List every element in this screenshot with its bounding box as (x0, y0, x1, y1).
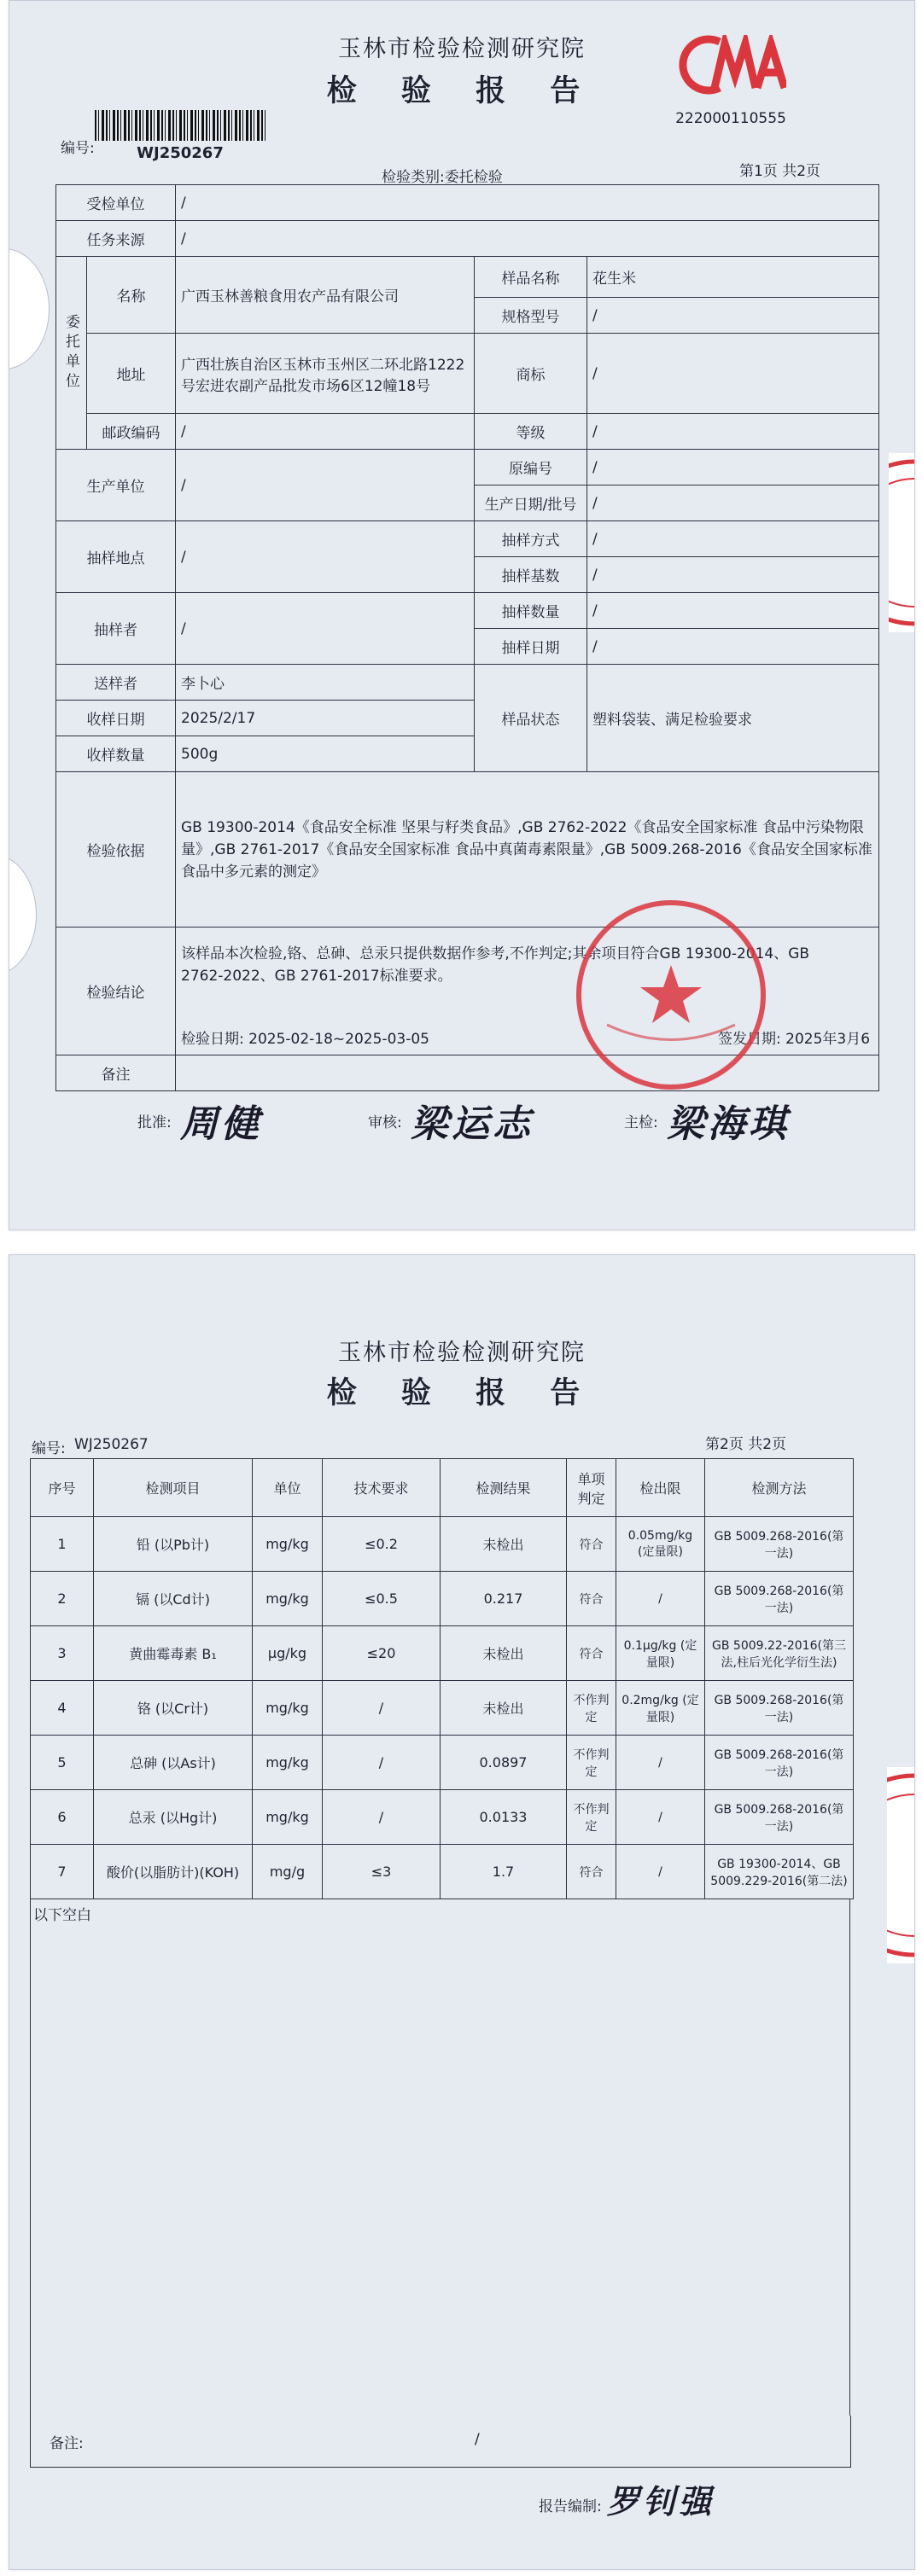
conclusion-cell (176, 927, 879, 1055)
row-item: 总砷 (以As计) (94, 1736, 253, 1790)
row-item: 铅 (以Pb计) (94, 1517, 253, 1572)
label-sampling-method: 抽样方式 (475, 521, 587, 557)
row-requirement: ≤20 (323, 1626, 441, 1681)
value-sampling-qty: / (587, 593, 879, 629)
value-prod-date: / (587, 486, 879, 521)
row-method: GB 5009.268-2016(第一法) (705, 1790, 854, 1845)
row-unit: mg/g (253, 1845, 323, 1899)
inspect-label: 主检: (624, 1114, 658, 1131)
label-remark: 备注 (56, 1055, 176, 1091)
row-no: 1 (31, 1517, 94, 1572)
value-brand: / (587, 334, 879, 414)
row-unit: mg/kg (253, 1517, 323, 1572)
value-name: 广西玉林善粮食用农产品有限公司 (176, 257, 475, 334)
binder-clip-top (9, 248, 50, 369)
table-right-rule (849, 1899, 850, 2416)
value-remark (176, 1055, 879, 1091)
row-unit: mg/kg (253, 1736, 323, 1790)
table-row (31, 1681, 854, 1736)
row-unit: μg/kg (253, 1626, 323, 1681)
review-signature: 梁运志 (411, 1102, 534, 1146)
row-lod: 0.1μg/kg (定量限) (616, 1626, 705, 1681)
row-requirement: ≤0.5 (323, 1572, 441, 1626)
label-receive-date: 收样日期 (56, 701, 176, 736)
row-lod: / (616, 1790, 705, 1845)
value-sampling-method: / (587, 521, 879, 557)
page-info: 第1页 共2页 (739, 163, 821, 180)
row-no: 6 (31, 1790, 94, 1845)
table-row (31, 1626, 854, 1681)
report-title: 检 验 报 告 (326, 1376, 598, 1410)
row-no: 7 (31, 1845, 94, 1899)
row-judgement: 符合 (567, 1517, 616, 1572)
value-sampling-date: / (587, 629, 879, 665)
row-item: 总汞 (以Hg计) (94, 1790, 253, 1845)
row-requirement: / (323, 1681, 441, 1736)
cma-logo (675, 35, 786, 102)
row-judgement: 符合 (567, 1626, 616, 1681)
table-row (31, 1845, 854, 1899)
table-row (31, 1517, 854, 1572)
row-no: 5 (31, 1736, 94, 1790)
row-result: 0.217 (441, 1572, 567, 1626)
header-result: 检测结果 (441, 1459, 567, 1517)
header-requirement: 技术要求 (323, 1459, 441, 1517)
barcode (95, 110, 266, 141)
row-method: GB 5009.268-2016(第一法) (705, 1572, 854, 1626)
header-no: 序号 (31, 1459, 94, 1517)
row-lod: 0.2mg/kg (定量限) (616, 1681, 705, 1736)
report-no-label: 编号: (32, 1440, 66, 1457)
row-result: 未检出 (441, 1626, 567, 1681)
org-name: 玉林市检验检测研究院 (338, 1340, 586, 1366)
label-sample-state: 样品状态 (475, 665, 587, 772)
row-method: GB 5009.22-2016(第三法,柱后光化学衍生法) (705, 1626, 854, 1681)
remark-label: 备注: (50, 2435, 84, 2452)
value-spec: / (587, 298, 879, 334)
table-left-rule (30, 1899, 31, 2416)
compiler-label: 报告编制: (539, 2498, 602, 2515)
label-sample-name: 样品名称 (475, 257, 587, 298)
value-sampler: / (176, 593, 475, 665)
row-unit: mg/kg (253, 1681, 323, 1736)
header-unit: 单位 (253, 1459, 323, 1517)
label-sampling-qty: 抽样数量 (475, 593, 587, 629)
row-judgement: 不作判定 (567, 1790, 616, 1845)
row-lod: 0.05mg/kg (定量限) (616, 1517, 705, 1572)
header-lod: 检出限 (616, 1459, 705, 1517)
side-seal-strip (889, 453, 914, 632)
label-sampler: 抽样者 (56, 593, 176, 665)
inspection-type: 检验类别:委托检验 (382, 169, 503, 186)
label-sampling-site: 抽样地点 (56, 521, 176, 593)
row-result: 0.0133 (441, 1790, 567, 1845)
value-basis: GB 19300-2014《食品安全标准 坚果与籽类食品》,GB 2762-2022《食品安全国家标准 食品中污染物限量》,GB 2761-2017《食品安全国家标准 食品中真菌毒素限量》,GB 5009.268-2016《食品安全国家标准 食品中多元素的测定》 (176, 772, 879, 927)
org-name: 玉林市检验检测研究院 (338, 36, 586, 62)
value-sampling-base: / (587, 557, 879, 593)
label-basis: 检验依据 (56, 772, 176, 927)
label-brand: 商标 (475, 334, 587, 414)
page-info: 第2页 共2页 (705, 1436, 787, 1453)
label-orig-no: 原编号 (475, 450, 587, 486)
label-postal: 邮政编码 (87, 414, 176, 450)
approve-label: 批准: (137, 1114, 172, 1131)
report-page-1 (9, 0, 915, 1230)
value-sample-state: 塑料袋装、满足检验要求 (587, 665, 879, 772)
approve-signature: 周健 (180, 1102, 262, 1146)
table-row (31, 1790, 854, 1845)
header-method: 检测方法 (705, 1459, 854, 1517)
header-item: 检测项目 (94, 1459, 253, 1517)
value-sender: 李卜心 (176, 665, 475, 701)
report-no: WJ250267 (74, 1436, 149, 1453)
row-judgement: 符合 (567, 1845, 616, 1899)
value-postal: / (176, 414, 475, 450)
row-requirement: ≤3 (323, 1845, 441, 1899)
value-address: 广西壮族自治区玉林市玉州区二环北路1222号宏进农副产品批发市场6区12幢18号 (176, 334, 475, 414)
value-grade: / (587, 414, 879, 450)
value-receive-qty: 500g (176, 736, 475, 772)
value-producer: / (176, 450, 475, 521)
value-receive-date: 2025/2/17 (176, 701, 475, 736)
value-sampling-site: / (176, 521, 475, 593)
row-method: GB 5009.268-2016(第一法) (705, 1517, 854, 1572)
label-sampling-date: 抽样日期 (475, 629, 587, 665)
label-address: 地址 (87, 334, 176, 414)
value-orig-no: / (587, 450, 879, 486)
label-sampling-base: 抽样基数 (475, 557, 587, 593)
row-result: 0.0897 (441, 1736, 567, 1790)
label-task-source: 任务来源 (56, 221, 176, 257)
row-no: 3 (31, 1626, 94, 1681)
report-title: 检 验 报 告 (326, 74, 598, 108)
value-client-unit: / (176, 185, 879, 221)
row-result: 未检出 (441, 1517, 567, 1572)
header-judgement: 单项判定 (567, 1459, 616, 1517)
label-sender: 送样者 (56, 665, 176, 701)
row-unit: mg/kg (253, 1572, 323, 1626)
row-judgement: 不作判定 (567, 1736, 616, 1790)
row-lod: / (616, 1736, 705, 1790)
issue-date: 签发日期: 2025年3月6 (718, 1031, 871, 1048)
inspect-signature: 梁海琪 (667, 1102, 790, 1146)
row-no: 2 (31, 1572, 94, 1626)
row-method: GB 19300-2014、GB 5009.229-2016(第二法) (705, 1845, 854, 1899)
results-table (30, 1458, 854, 1899)
report-no: WJ250267 (95, 144, 266, 162)
label-entrust-unit: 委托单位 (56, 257, 87, 450)
side-seal-strip (887, 1767, 914, 1963)
compiler-signature: 罗钊强 (607, 2482, 715, 2521)
row-lod: / (616, 1572, 705, 1626)
row-result: 未检出 (441, 1681, 567, 1736)
review-label: 审核: (368, 1114, 402, 1131)
label-name: 名称 (87, 257, 176, 334)
row-requirement: ≤0.2 (323, 1517, 441, 1572)
remark-value: / (475, 2431, 480, 2448)
label-spec: 规格型号 (475, 298, 587, 334)
row-requirement: / (323, 1736, 441, 1790)
table-row (31, 1572, 854, 1626)
value-sample-name: 花生米 (587, 257, 879, 298)
row-item: 黄曲霉毒素 B₁ (94, 1626, 253, 1681)
row-unit: mg/kg (253, 1790, 323, 1845)
row-result: 1.7 (441, 1845, 567, 1899)
label-client-unit: 受检单位 (56, 185, 176, 221)
row-method: GB 5009.268-2016(第一法) (705, 1736, 854, 1790)
official-seal-stamp (573, 897, 769, 1093)
row-method: GB 5009.268-2016(第一法) (705, 1681, 854, 1736)
report-page-2 (9, 1254, 915, 2570)
test-date: 检验日期: 2025-02-18~2025-03-05 (181, 1031, 429, 1048)
report-no-label: 编号: (61, 140, 95, 157)
cma-cert-number: 222000110555 (675, 110, 786, 127)
remark-row (30, 2416, 851, 2468)
value-task-source: / (176, 221, 879, 257)
row-requirement: / (323, 1790, 441, 1845)
label-prod-date: 生产日期/批号 (475, 486, 587, 521)
label-receive-qty: 收样数量 (56, 736, 176, 772)
row-item: 酸价(以脂肪计)(KOH) (94, 1845, 253, 1899)
label-grade: 等级 (475, 414, 587, 450)
row-no: 4 (31, 1681, 94, 1736)
row-item: 镉 (以Cd计) (94, 1572, 253, 1626)
table-row (31, 1736, 854, 1790)
row-lod: / (616, 1845, 705, 1899)
row-judgement: 符合 (567, 1572, 616, 1626)
blank-note: 以下空白 (33, 1907, 91, 1924)
row-judgement: 不作判定 (567, 1681, 616, 1736)
label-conclusion: 检验结论 (56, 927, 176, 1055)
label-producer: 生产单位 (56, 450, 176, 521)
row-item: 铬 (以Cr计) (94, 1681, 253, 1736)
value-conclusion: 该样品本次检验,铬、总砷、总汞只提供数据作参考,不作判定;其余项目符合GB 19300-2014、GB 2762-2022、GB 2761-2017标准要求。 (181, 945, 810, 985)
binder-clip-bottom (9, 854, 37, 975)
